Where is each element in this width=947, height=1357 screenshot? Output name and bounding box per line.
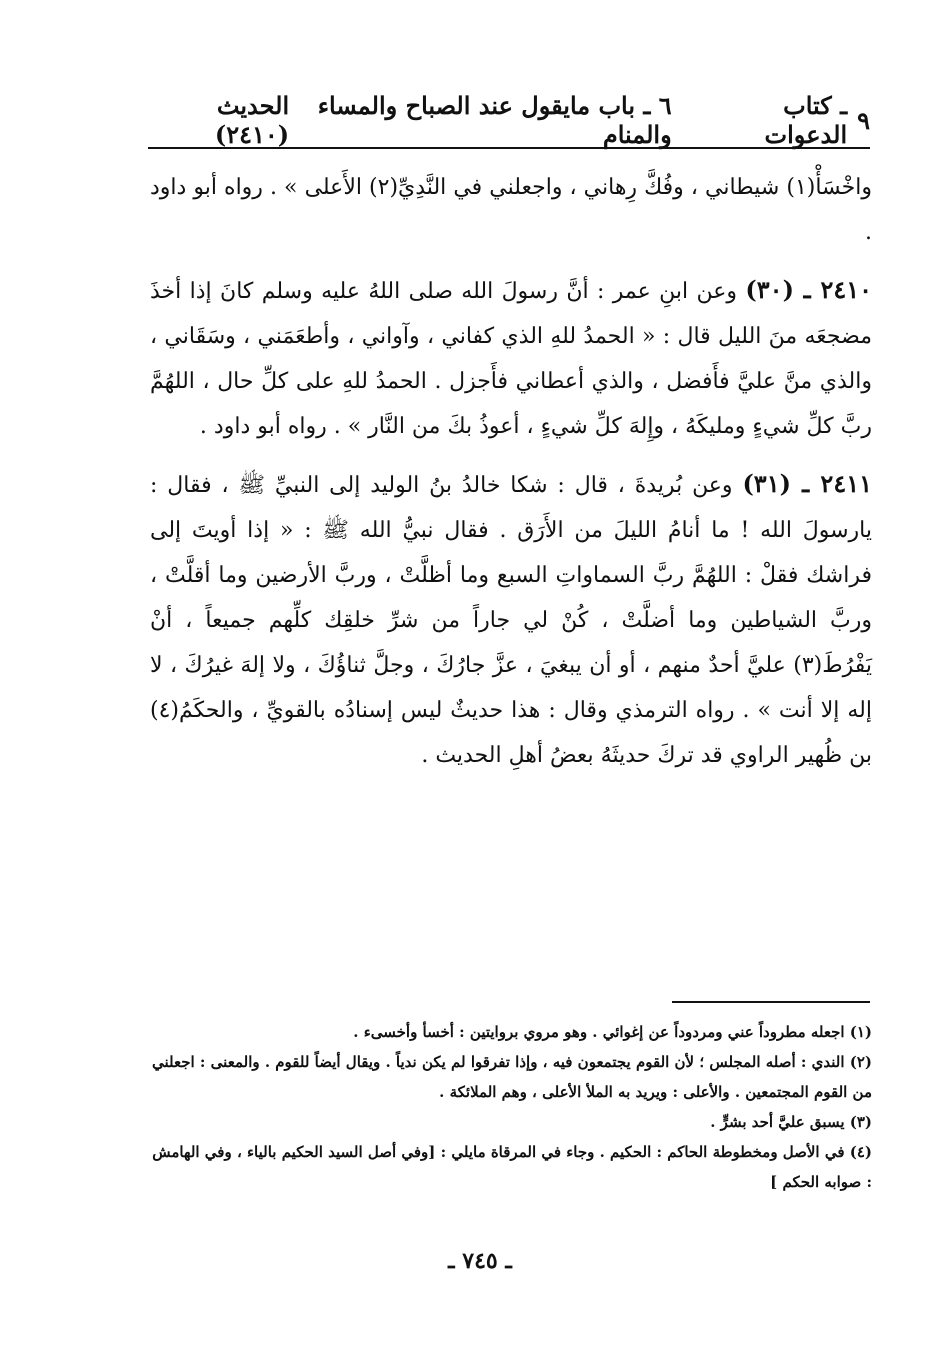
book-title: ـ كتاب الدعوات bbox=[764, 91, 848, 149]
footnote-item: (٤) في الأصل ومخطوطة الحاكم : الحكيم . وجاء في المرقاة مايلي : [وفي أصل السيد الحكيم بالياء ، وفي الهامش : صوابه الحكم ] bbox=[152, 1143, 872, 1191]
hadith-2411 bbox=[150, 461, 872, 778]
hadith-text: وعن ابنِ عمر : أنَّ رسولَ الله صلى اللهُ عليه وسلم كانَ إذا أخذَ مضجعَه منَ الليل قال : « الحمدُ للهِ الذي كفاني ، وآواني ، وأطعَمَني ، وسَقَاني ، والذي منَّ عليَّ فأَفضل ، والذي أعطاني فأَجزل . الحمدُ للهِ على كلِّ حال ، اللهُمَّ ربَّ كلِّ شيءٍ ومليكَهُ ، وإِلهَ كلِّ شيءٍ ، أعوذُ بكَ من النَّار » . رواه أبو داود . bbox=[150, 279, 872, 439]
footnotes bbox=[150, 1017, 872, 1197]
hadith-2410 bbox=[150, 267, 872, 449]
footnote-divider bbox=[672, 1001, 870, 1003]
footnote-item: (١) اجعله مطروداً عني ومردوداً عن إغوائي . وهو مروي بروايتين : أخسأ وأخسىء . bbox=[353, 1023, 872, 1041]
main-text bbox=[150, 165, 872, 778]
chapter-title: ٦ ـ باب مايقول عند الصباح والمساء والمنام bbox=[317, 91, 672, 149]
book-number-mark: ٩ bbox=[857, 105, 870, 135]
header-hadith-group bbox=[150, 91, 289, 149]
header-book-group bbox=[289, 91, 870, 149]
hadith-label: الحديث (٢٤١٠) bbox=[214, 91, 290, 149]
running-header bbox=[150, 91, 870, 149]
header-divider bbox=[148, 147, 870, 149]
page-number: ـ ٧٤٥ ـ bbox=[448, 1248, 512, 1274]
hadith-number: ٢٤١٠ ـ (٣٠) bbox=[745, 275, 872, 304]
hadith-text: وعن بُريدةَ ، قال : شكا خالدُ بنُ الوليد إلى النبيِّ ﷺ ، فقال : يارسولَ الله ! ما أنامُ الليلَ من الأَرَق . فقال نبيُّ الله ﷺ : « إذا أويتَ إلى فراشك فقلْ : اللهُمَّ ربَّ السماواتِ السبع وما أظلَّتْ ، وربَّ الأرضين وما أقلَّتْ ، وربَّ الشياطين وما أضلَّتْ ، كُنْ لي جاراً من شرِّ خلقِك كلِّهم جميعاً ، أنْ يَفْرُطَ(٣) عليَّ أحدٌ منهم ، أو أن يبغيَ ، عزَّ جارُكَ ، وجلَّ ثناؤُكَ ، ولا إلهَ غيرُكَ ، لا إله إلا أنت » . رواه الترمذي وقال : هذا حديثٌ ليس إسنادُه بالقويِّ ، والحكَمُ(٤) بن ظُهير الراوي قد تركَ حديثَهُ بعضُ أهلِ الحديث . bbox=[150, 473, 872, 768]
footnote-item: (٣) يسبق عليَّ أحد بشرٍّ . bbox=[710, 1113, 872, 1131]
hadith-number: ٢٤١١ ـ (٣١) bbox=[742, 469, 872, 498]
continued-line: واخْسَأْ(١) شيطاني ، وفُكَّ رِهاني ، واجعلني في النَّدِيِّ(٢) الأَعلى » . رواه أبو داود . bbox=[150, 175, 873, 245]
footnote-item: (٢) الندي : أصله المجلس ؛ لأن القوم يجتمعون فيه ، وإذا تفرقوا لم يكن ندياً . ويقال أيضاً للقوم . والمعنى : اجعلني من القوم المجتمعين . والأعلى : ويريد به الملأ الأعلى ، وهم الملائكة . bbox=[152, 1053, 872, 1101]
